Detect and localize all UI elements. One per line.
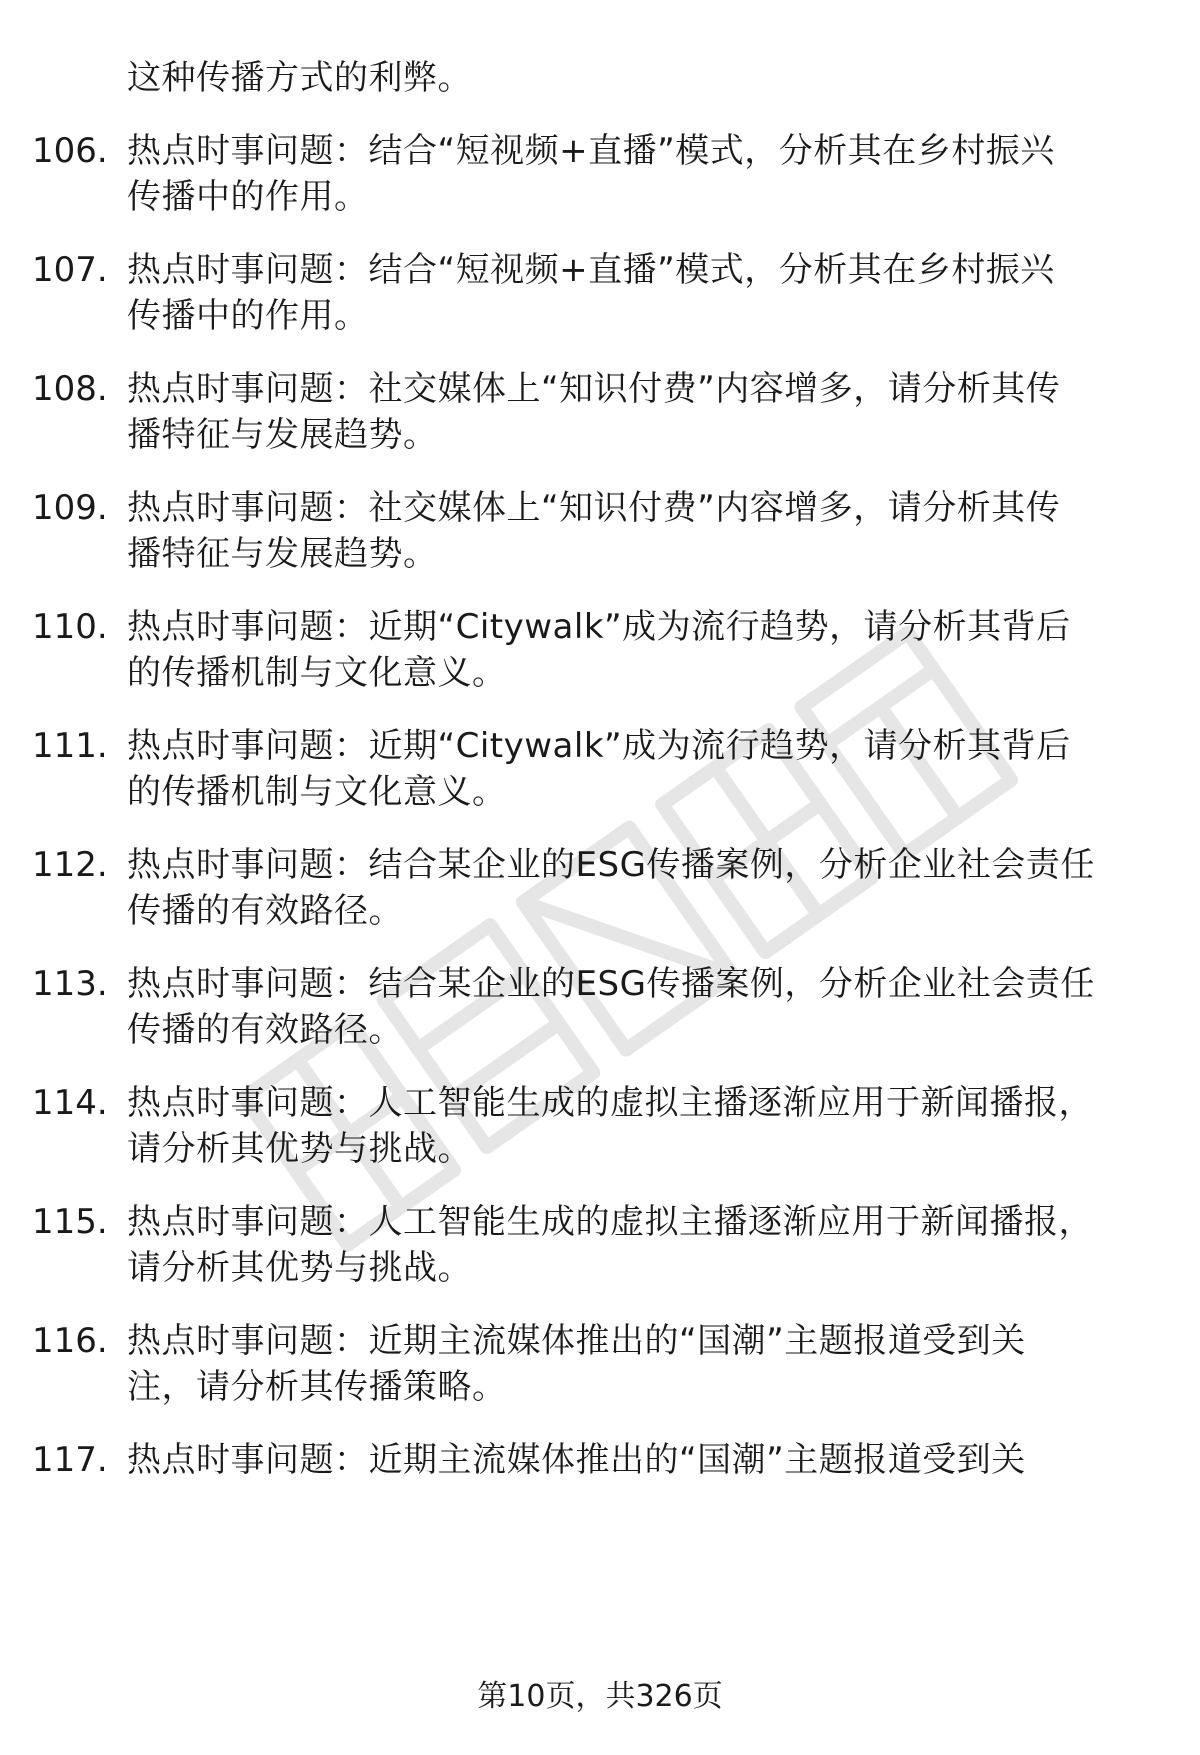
question-text-line: 播特征与发展趋势。 [127, 415, 438, 455]
question-number: 108. [32, 369, 108, 409]
question-text-line: 热点时事问题：结合某企业的ESG传播案例，分析企业社会责任 [127, 964, 1095, 1004]
question-number: 117. [32, 1440, 108, 1480]
question-text-line: 请分析其优势与挑战。 [127, 1248, 472, 1288]
question-text-line: 热点时事问题：近期“Citywalk”成为流行趋势，请分析其背后 [127, 726, 1071, 766]
question-text-line: 热点时事问题：结合“短视频+直播”模式，分析其在乡村振兴 [127, 250, 1055, 290]
question-text-line: 热点时事问题：结合“短视频+直播”模式，分析其在乡村振兴 [127, 131, 1055, 171]
question-text-line: 请分析其优势与挑战。 [127, 1129, 472, 1169]
question-text-line: 热点时事问题：近期主流媒体推出的“国潮”主题报道受到关 [127, 1321, 1026, 1361]
question-text-line: 热点时事问题：人工智能生成的虚拟主播逐渐应用于新闻播报， [127, 1202, 1093, 1242]
question-number: 114. [32, 1083, 108, 1123]
question-number: 112. [32, 845, 108, 885]
question-number: 113. [32, 964, 108, 1004]
question-text-line: 传播的有效路径。 [127, 1010, 403, 1050]
continuation-line: 这种传播方式的利弊。 [127, 58, 472, 98]
question-text-line: 热点时事问题：社交媒体上“知识付费”内容增多，请分析其传 [127, 488, 1061, 528]
question-text-line: 传播中的作用。 [127, 177, 369, 217]
question-number: 106. [32, 131, 108, 171]
page-footer: 第10页，共326页 [477, 1679, 723, 1714]
question-number: 109. [32, 488, 108, 528]
question-text-line: 热点时事问题：社交媒体上“知识付费”内容增多，请分析其传 [127, 369, 1061, 409]
question-number: 107. [32, 250, 108, 290]
question-text-line: 热点时事问题：结合某企业的ESG传播案例，分析企业社会责任 [127, 845, 1095, 885]
question-number: 110. [32, 607, 108, 647]
question-text-line: 注，请分析其传播策略。 [127, 1367, 507, 1407]
question-text-line: 播特征与发展趋势。 [127, 534, 438, 574]
question-number: 116. [32, 1321, 108, 1361]
question-text-line: 的传播机制与文化意义。 [127, 772, 507, 812]
question-text-line: 的传播机制与文化意义。 [127, 653, 507, 693]
question-text-line: 传播中的作用。 [127, 296, 369, 336]
question-text-line: 热点时事问题：人工智能生成的虚拟主播逐渐应用于新闻播报， [127, 1083, 1093, 1123]
question-number: 111. [32, 726, 108, 766]
question-text-line: 传播的有效路径。 [127, 891, 403, 931]
question-text-line: 热点时事问题：近期主流媒体推出的“国潮”主题报道受到关 [127, 1440, 1026, 1480]
question-text-line: 热点时事问题：近期“Citywalk”成为流行趋势，请分析其背后 [127, 607, 1071, 647]
question-number: 115. [32, 1202, 108, 1242]
